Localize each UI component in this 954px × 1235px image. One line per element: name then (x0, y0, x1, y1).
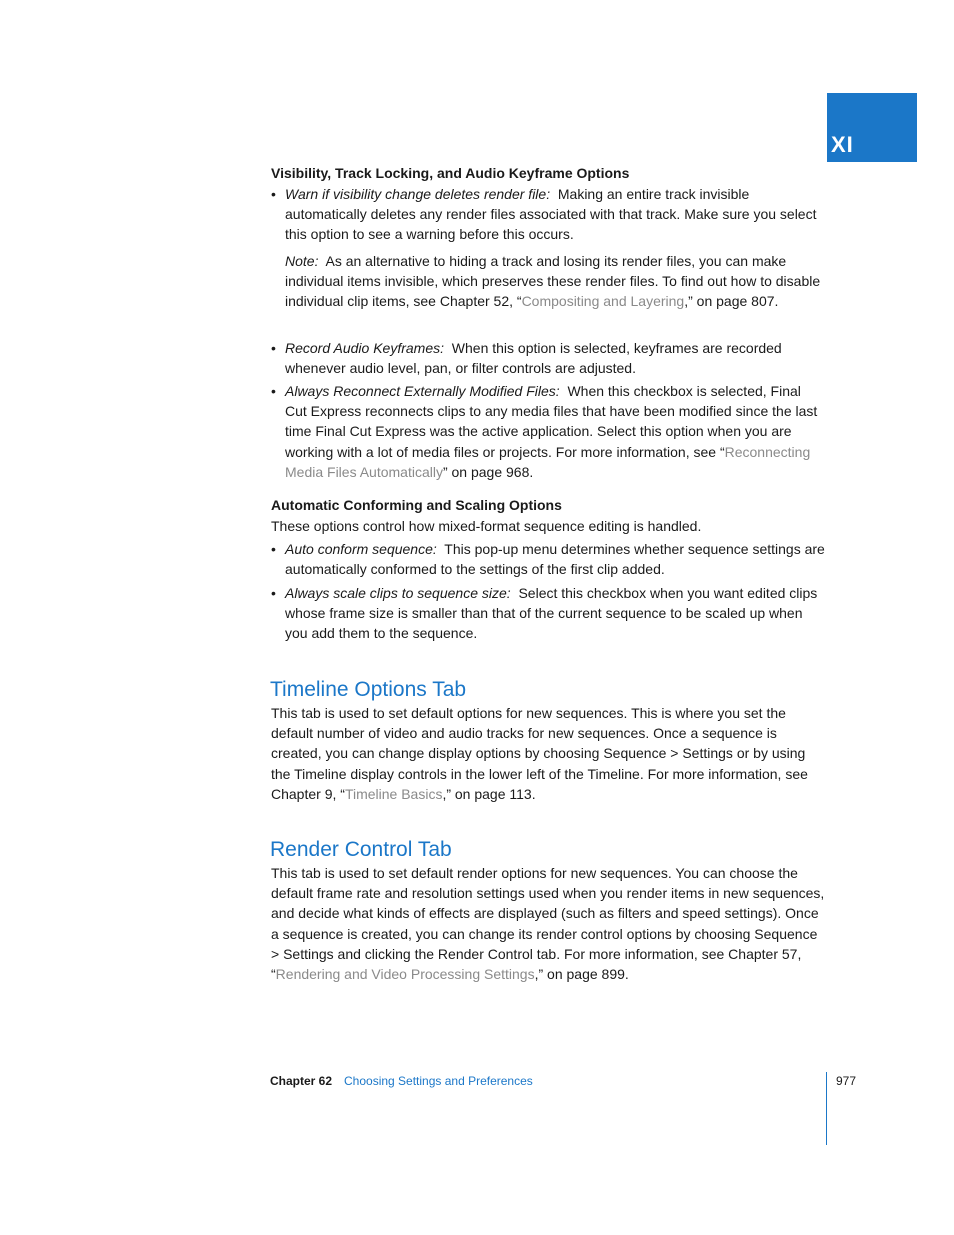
chapter-tab (827, 93, 917, 162)
section-intro: These options control how mixed-format sequence editing is handled. (271, 518, 702, 534)
bullet-text: Select this checkbox when you want edited clips whose frame size is smaller than that of the current sequence to be scaled up when you add them to the sequence. (285, 585, 818, 642)
bullet-text: Making an entire track invisible automatically deletes any render files associated with that track. Make sure you select this option to see a warning before this occurs. (285, 186, 817, 243)
bullet-term: Auto conform sequence: (285, 541, 437, 557)
bullet-item (271, 338, 827, 380)
bullet-item (271, 184, 827, 246)
bullet-term: Always Reconnect Externally Modified Files: (285, 383, 560, 399)
bullet-text: When this checkbox is selected, Final Cut Express reconnects clips to any media files that have been modified since the last time Final Cut Express was the active application. Select this option when you are working with a lot of media files or projects. For more information, see “ (285, 383, 818, 460)
bullet-item (271, 583, 827, 645)
heading-timeline-options: Timeline Options Tab (270, 678, 467, 701)
section-heading-visibility: Visibility, Track Locking, and Audio Keyframe Options (271, 165, 630, 181)
note-text: As an alternative to hiding a track and losing its render files, you can make individual items invisible, which preserves these render files. To find out how to disable individual clip items, see Chapter 52, “ (285, 253, 821, 310)
note-label: Note: (285, 253, 319, 269)
bullet-text: This pop-up menu determines whether sequence settings are automatically conformed to the settings of the first clip added. (285, 541, 825, 578)
note-paragraph (285, 251, 825, 312)
link-compositing[interactable]: Compositing and Layering (521, 293, 685, 310)
bullet-text-after: ” on page 968. (442, 463, 534, 480)
bullet-term: Record Audio Keyframes: (285, 340, 444, 356)
heading-render-control: Render Control Tab (270, 838, 452, 861)
bullet-text: When this option is selected, keyframes are recorded whenever audio level, pan, or filter controls are adjusted. (285, 340, 782, 377)
footer-chapter: Chapter 62 (270, 1074, 333, 1088)
footer-divider (826, 1072, 827, 1145)
page-number: 977 (836, 1074, 857, 1088)
link-rendering-settings[interactable]: Rendering and Video Processing Settings (275, 966, 535, 983)
chapter-tab-label: XI (831, 132, 854, 157)
link-reconnecting[interactable]: Reconnecting Media Files Automatically (285, 443, 811, 480)
timeline-text-after: ,” on page 113. (442, 785, 536, 802)
render-text-after: ,” on page 899. (534, 966, 629, 983)
bullet-dot: • (271, 340, 276, 356)
bullet-dot: • (271, 541, 276, 557)
timeline-paragraph (271, 703, 827, 804)
bullet-dot: • (271, 383, 276, 399)
section-heading-conforming: Automatic Conforming and Scaling Options (271, 497, 562, 513)
timeline-text: This tab is used to set default options for new sequences. This is where you set the default number of video and audio tracks for new sequences. Once a sequence is created, you can change display options by choosing Sequence > Settings or by using the Timeline display controls in the lower left of the Timeline. For more information, see Chapter 9, “ (271, 705, 808, 802)
link-timeline-basics[interactable]: Timeline Basics (344, 785, 443, 802)
footer-chapter-title[interactable]: Choosing Settings and Preferences (344, 1074, 533, 1088)
note-text-after: ,” on page 807. (684, 293, 779, 310)
render-paragraph (271, 863, 827, 984)
bullet-dot: • (271, 585, 276, 601)
bullet-item (271, 381, 827, 485)
bullet-term: Always scale clips to sequence size: (285, 585, 511, 601)
bullet-term: Warn if visibility change deletes render file: (285, 186, 551, 202)
render-text: This tab is used to set default render options for new sequences. You can choose the default frame rate and resolution settings used when you render items in new sequences, and decide what kinds of effects are displayed (such as filters and speed settings). Once a sequence is created, you can change its render control options by choosing Sequence > Settings and clicking the Render Control tab. For more information, see Chapter 57, “ (271, 865, 825, 983)
bullet-item (271, 539, 827, 581)
bullet-dot: • (271, 186, 276, 202)
